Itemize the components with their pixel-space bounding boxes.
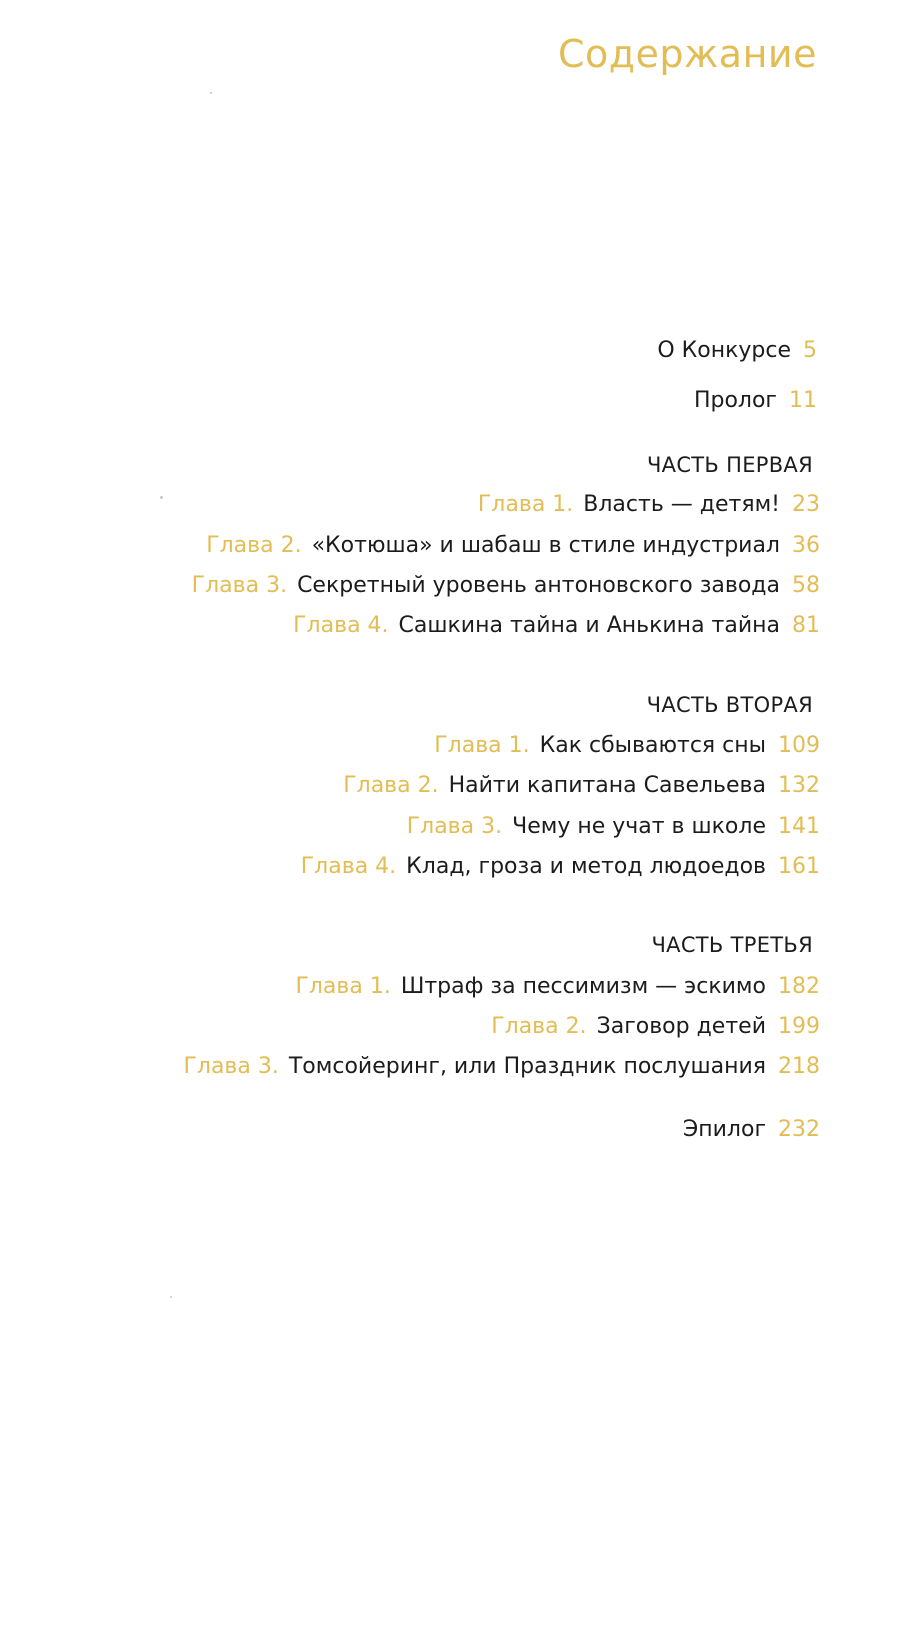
chapter-label: Глава 1. — [295, 974, 391, 999]
chapter-title: Томсойеринг, или Праздник послушания — [288, 1054, 766, 1079]
entry-title: О Конкурсе — [657, 338, 791, 363]
entry-title: Пролог — [693, 388, 777, 413]
toc-entry-part2-chapter4[interactable] — [301, 852, 820, 882]
toc-entry-part2-chapter3[interactable] — [407, 812, 820, 842]
chapter-title: Клад, гроза и метод людоедов — [406, 854, 766, 879]
chapter-label: Глава 4. — [293, 613, 389, 638]
entry-title: Эпилог — [682, 1117, 766, 1142]
part-heading-2: ЧАСТЬ ВТОРАЯ — [646, 693, 813, 717]
paper-speck — [210, 92, 212, 94]
toc-entry-part1-chapter4[interactable] — [293, 611, 820, 641]
toc-entry-prologue[interactable] — [694, 386, 817, 416]
chapter-title: Заговор детей — [596, 1014, 766, 1039]
part-heading-1: ЧАСТЬ ПЕРВАЯ — [646, 453, 813, 477]
toc-entry-part1-chapter1[interactable] — [478, 490, 820, 520]
chapter-label: Глава 1. — [477, 492, 574, 517]
toc-entry-part3-chapter2[interactable] — [491, 1012, 820, 1042]
toc-entry-part1-chapter3[interactable] — [192, 571, 820, 601]
toc-entry-part3-chapter3[interactable] — [183, 1052, 820, 1082]
chapter-label: Глава 2. — [491, 1014, 587, 1039]
chapter-title: Секретный уровень антоновского завода — [297, 573, 780, 598]
chapter-page-number: 81 — [792, 613, 820, 638]
chapter-title: Сашкина тайна и Анькина тайна — [398, 613, 780, 638]
toc-entry-contest[interactable] — [657, 336, 817, 366]
chapter-page-number: 218 — [778, 1054, 820, 1079]
entry-page-number: 232 — [778, 1117, 820, 1142]
chapter-label: Глава 2. — [343, 773, 439, 798]
toc-entry-part3-chapter1[interactable] — [295, 972, 820, 1002]
chapter-page-number: 132 — [778, 773, 820, 798]
toc-entry-epilogue[interactable] — [683, 1115, 820, 1145]
part-heading-3: ЧАСТЬ ТРЕТЬЯ — [651, 933, 813, 957]
toc-entry-part2-chapter2[interactable] — [343, 771, 820, 801]
chapter-page-number: 58 — [792, 573, 820, 598]
chapter-label: Глава 3. — [406, 814, 503, 839]
chapter-label: Глава 4. — [300, 854, 397, 879]
chapter-page-number: 161 — [778, 854, 820, 879]
chapter-page-number: 141 — [778, 814, 820, 839]
chapter-label: Глава 3. — [191, 573, 288, 598]
chapter-page-number: 199 — [778, 1014, 820, 1039]
entry-page-number: 11 — [789, 388, 817, 413]
chapter-title: Власть — детям! — [583, 492, 780, 517]
chapter-title: Штраф за пессимизм — эскимо — [400, 974, 766, 999]
chapter-label: Глава 2. — [206, 533, 302, 558]
chapter-page-number: 182 — [778, 974, 820, 999]
chapter-title: «Котюша» и шабаш в стиле индустриал — [311, 533, 780, 558]
chapter-page-number: 109 — [778, 733, 820, 758]
chapter-title: Чему не учат в школе — [512, 814, 766, 839]
toc-entry-part1-chapter2[interactable] — [206, 531, 820, 561]
chapter-title: Найти капитана Савельева — [448, 773, 766, 798]
chapter-title: Как сбываются сны — [539, 733, 766, 758]
contents-title: Содержание — [558, 32, 817, 76]
paper-speck — [160, 496, 163, 499]
chapter-label: Глава 1. — [434, 733, 530, 758]
chapter-label: Глава 3. — [183, 1054, 279, 1079]
chapter-page-number: 36 — [792, 533, 820, 558]
entry-page-number: 5 — [803, 338, 817, 363]
toc-entry-part2-chapter1[interactable] — [434, 731, 820, 761]
chapter-page-number: 23 — [792, 492, 820, 517]
paper-speck — [170, 1296, 172, 1298]
